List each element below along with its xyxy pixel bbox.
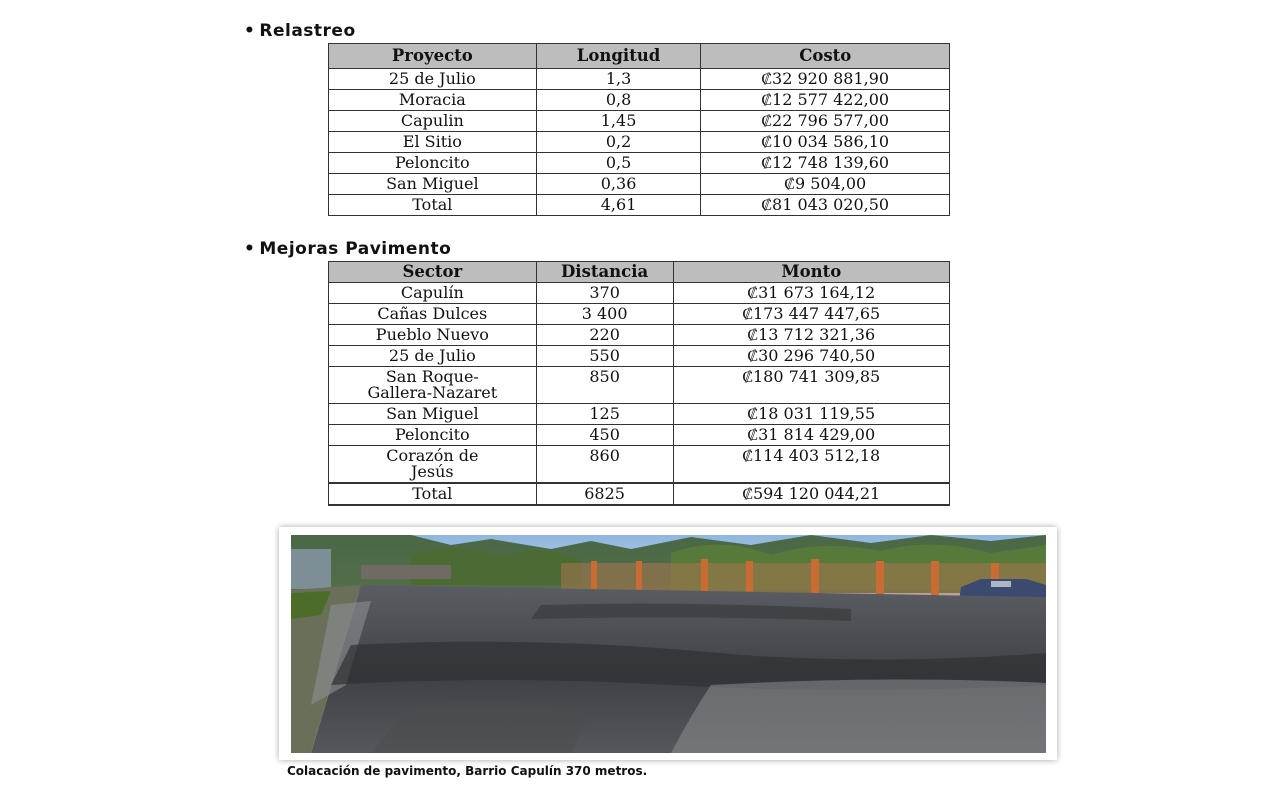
- table-row: [329, 111, 950, 132]
- table-row: [329, 346, 950, 367]
- table-row: [329, 69, 950, 90]
- table-cell: San Miguel: [329, 404, 537, 425]
- column-header: Distancia: [536, 262, 673, 283]
- table-cell: ₡32 920 881,90: [701, 69, 950, 90]
- road-photo: [291, 535, 1046, 753]
- table-cell: 0,2: [536, 132, 701, 153]
- total-amount: ₡594 120 044,21: [673, 483, 949, 505]
- table-cell: 850: [536, 367, 673, 404]
- table-row: [329, 283, 950, 304]
- column-header: Proyecto: [329, 44, 537, 69]
- photo-frame: [279, 527, 1057, 760]
- total-row: [329, 483, 950, 505]
- table-cell: ₡9 504,00: [701, 174, 950, 195]
- relastreo-title: [244, 21, 356, 41]
- table-row: [329, 174, 950, 195]
- table-cell: 550: [536, 346, 673, 367]
- table-cell: 0,8: [536, 90, 701, 111]
- table-cell: 1,3: [536, 69, 701, 90]
- table-row: [329, 90, 950, 111]
- table-cell: ₡10 034 586,10: [701, 132, 950, 153]
- table-cell: 25 de Julio: [329, 346, 537, 367]
- table-cell: ₡31 814 429,00: [673, 425, 949, 446]
- bullet-icon: •: [244, 239, 256, 259]
- table-cell: 220: [536, 325, 673, 346]
- table-cell: ₡180 741 309,85: [673, 367, 949, 404]
- table-cell: ₡31 673 164,12: [673, 283, 949, 304]
- table-cell: ₡13 712 321,36: [673, 325, 949, 346]
- photo-caption: Colacación de pavimento, Barrio Capulín 370 metros.: [287, 764, 648, 778]
- total-label: Total: [329, 195, 537, 216]
- table-cell: Peloncito: [329, 153, 537, 174]
- total-length: 4,61: [536, 195, 701, 216]
- table-cell: ₡12 748 139,60: [701, 153, 950, 174]
- total-distance: 6825: [536, 483, 673, 505]
- total-cost: ₡81 043 020,50: [701, 195, 950, 216]
- table-cell: 370: [536, 283, 673, 304]
- table-row: [329, 367, 950, 404]
- table-header-row: [329, 44, 950, 69]
- table-cell: Moracia: [329, 90, 537, 111]
- table-cell: 125: [536, 404, 673, 425]
- column-header: Costo: [701, 44, 950, 69]
- table-row: [329, 325, 950, 346]
- table-cell: ₡173 447 447,65: [673, 304, 949, 325]
- total-row: [329, 195, 950, 216]
- table-cell: 860: [536, 446, 673, 484]
- table-cell: Cañas Dulces: [329, 304, 537, 325]
- column-header: Longitud: [536, 44, 701, 69]
- table-cell: 450: [536, 425, 673, 446]
- pavimento-table: [328, 261, 950, 506]
- relastreo-table: [328, 43, 950, 216]
- total-label: Total: [329, 483, 537, 505]
- table-cell: ₡30 296 740,50: [673, 346, 949, 367]
- table-cell: 0,5: [536, 153, 701, 174]
- table-cell: ₡22 796 577,00: [701, 111, 950, 132]
- table-cell: Corazón de Jesús: [329, 446, 537, 484]
- table-header-row: [329, 262, 950, 283]
- table-cell: Peloncito: [329, 425, 537, 446]
- table-cell: ₡114 403 512,18: [673, 446, 949, 484]
- table-cell: 1,45: [536, 111, 701, 132]
- column-header: Monto: [673, 262, 949, 283]
- table-row: [329, 446, 950, 484]
- table-cell: ₡12 577 422,00: [701, 90, 950, 111]
- table-cell: 0,36: [536, 174, 701, 195]
- table-row: [329, 132, 950, 153]
- table-cell: Capulin: [329, 111, 537, 132]
- bullet-icon: •: [244, 21, 256, 41]
- table-row: [329, 404, 950, 425]
- table-row: [329, 153, 950, 174]
- relastreo-title-text: Relastreo: [259, 21, 356, 41]
- table-cell: San Roque- Gallera-Nazaret: [329, 367, 537, 404]
- table-cell: Pueblo Nuevo: [329, 325, 537, 346]
- table-row: [329, 304, 950, 325]
- table-row: [329, 425, 950, 446]
- table-cell: San Miguel: [329, 174, 537, 195]
- table-cell: 3 400: [536, 304, 673, 325]
- column-header: Sector: [329, 262, 537, 283]
- table-cell: Capulín: [329, 283, 537, 304]
- table-cell: ₡18 031 119,55: [673, 404, 949, 425]
- pavimento-title-text: Mejoras Pavimento: [259, 239, 452, 259]
- pavimento-title: [244, 239, 451, 259]
- table-cell: El Sitio: [329, 132, 537, 153]
- table-cell: 25 de Julio: [329, 69, 537, 90]
